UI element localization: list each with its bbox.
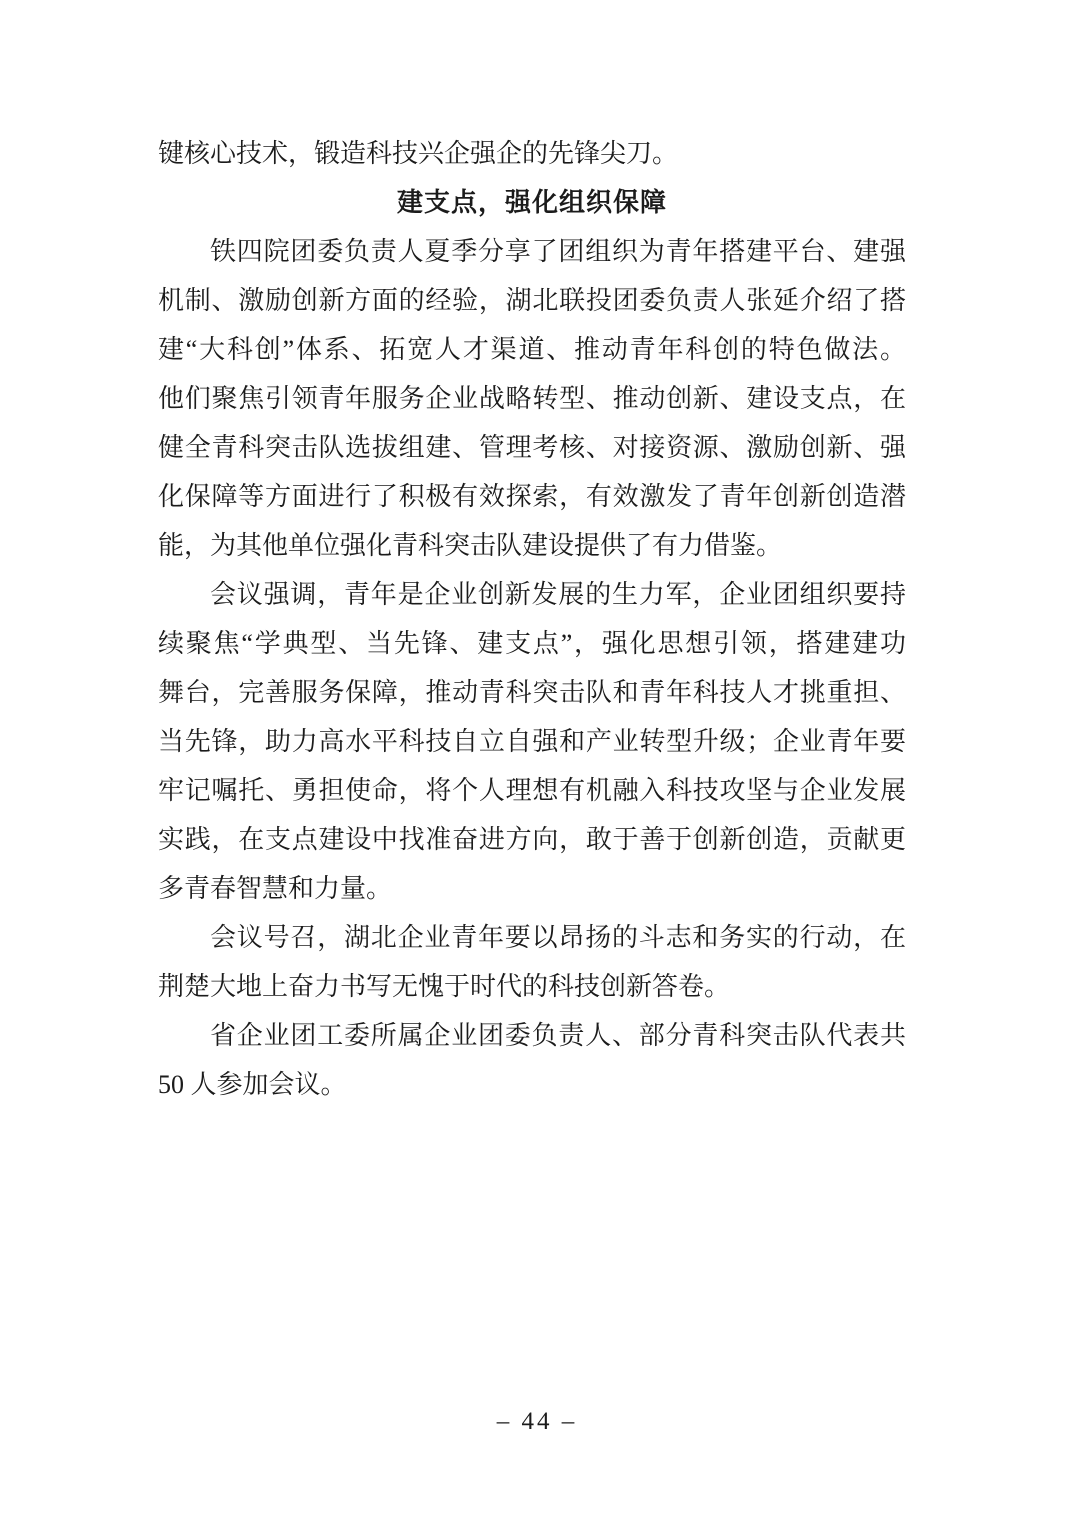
body-line: 多青春智慧和力量。 <box>158 874 393 903</box>
body-line: 省企业团工委所属企业团委负责人、部分青科突击队代表共 <box>210 1021 906 1050</box>
body-line: 牢记嘱托、勇担使命，将个人理想有机融入科技攻坚与企业发展 <box>158 776 906 805</box>
body-line: 实践，在支点建设中找准奋进方向，敢于善于创新创造，贡献更 <box>158 825 906 854</box>
page-number: – 44 – <box>496 1408 578 1435</box>
body-line: 他们聚焦引领青年服务企业战略转型、推动创新、建设支点，在 <box>158 384 906 413</box>
body-line: 会议号召，湖北企业青年要以昂扬的斗志和务实的行动，在 <box>210 923 906 952</box>
body-line: 会议强调，青年是企业创新发展的生力军，企业团组织要持 <box>210 580 906 609</box>
body-line: 50 人参加会议。 <box>158 1070 347 1099</box>
body-line: 铁四院团委负责人夏季分享了团组织为青年搭建平台、建强 <box>210 237 906 266</box>
body-line: 能，为其他单位强化青科突击队建设提供了有力借鉴。 <box>158 531 783 560</box>
body-line: 键核心技术，锻造科技兴企强企的先锋尖刀。 <box>158 139 679 168</box>
body-line: 化保障等方面进行了积极有效探索，有效激发了青年创新创造潜 <box>158 482 906 511</box>
body-line: 续聚焦“学典型、当先锋、建支点”，强化思想引领，搭建建功 <box>158 629 906 658</box>
body-line: 当先锋，助力高水平科技自立自强和产业转型升级；企业青年要 <box>158 727 906 756</box>
body-line: 机制、激励创新方面的经验，湖北联投团委负责人张延介绍了搭 <box>158 286 906 315</box>
body-line: 健全青科突击队选拔组建、管理考核、对接资源、激励创新、强 <box>158 433 906 462</box>
body-line: 荆楚大地上奋力书写无愧于时代的科技创新答卷。 <box>158 972 731 1001</box>
section-heading: 建支点，强化组织保障 <box>396 188 667 217</box>
text-content <box>158 129 906 1109</box>
body-line: 建“大科创”体系、拓宽人才渠道、推动青年科创的特色做法。 <box>158 335 906 364</box>
body-line: 舞台，完善服务保障，推动青科突击队和青年科技人才挑重担、 <box>158 678 906 707</box>
